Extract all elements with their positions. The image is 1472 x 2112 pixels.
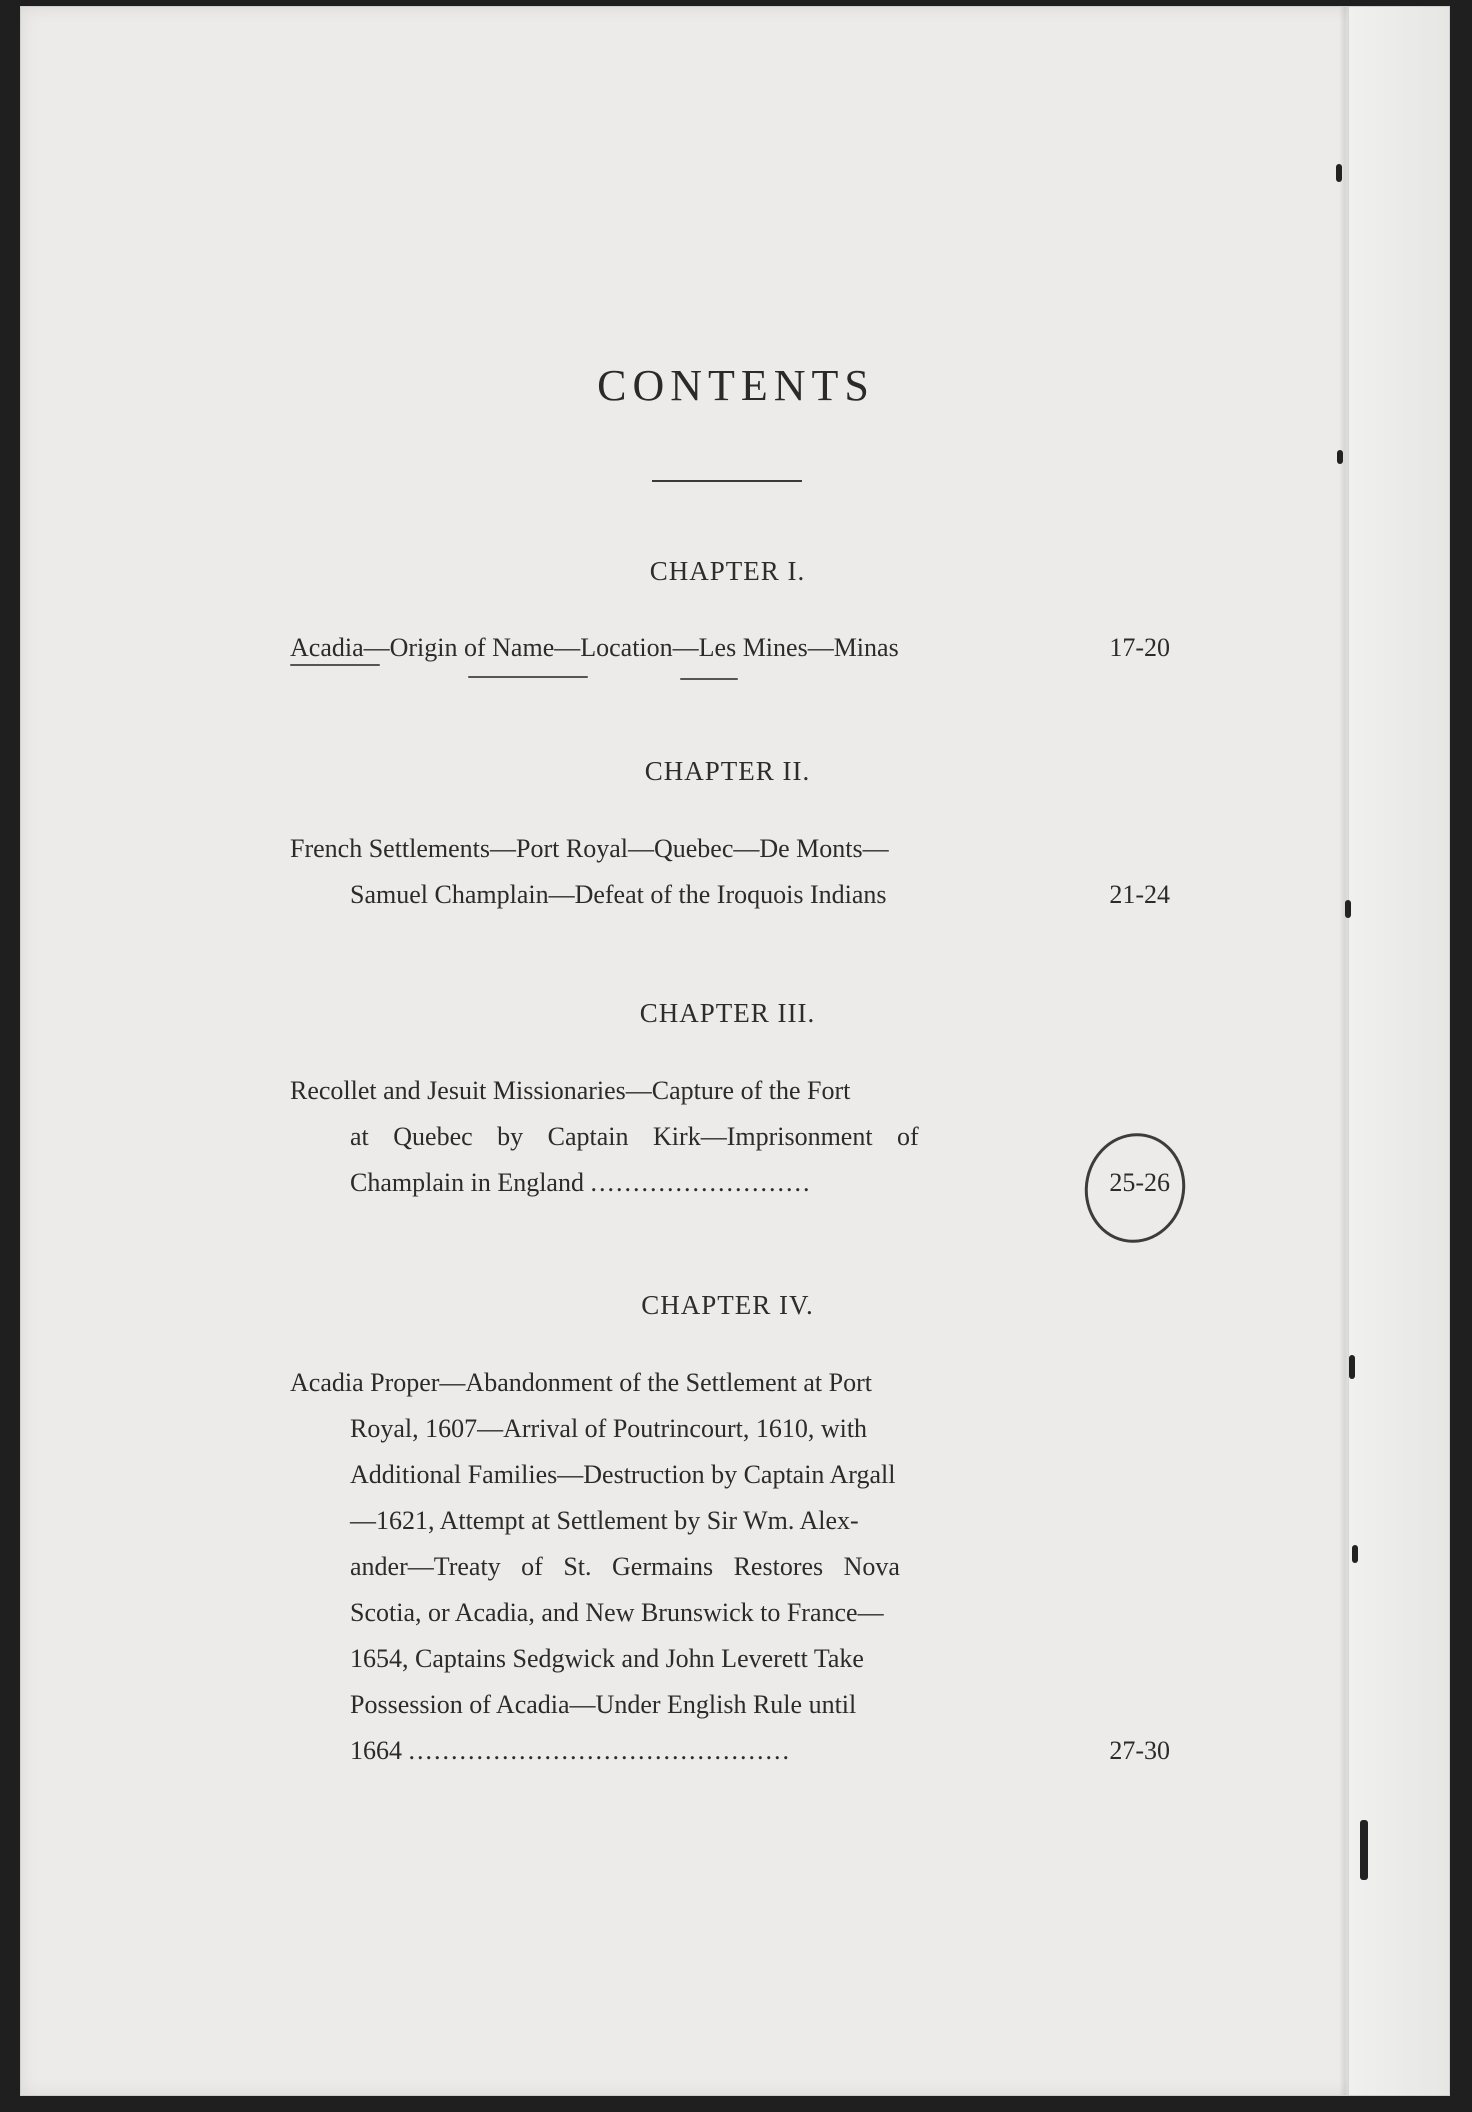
chapter-2-entry: [290, 826, 1170, 918]
chapter-1-heading: CHAPTER I.: [649, 556, 806, 586]
chapter-3-pages: 25-26: [1109, 1168, 1170, 1197]
scan-speck: [1360, 1820, 1368, 1880]
pencil-underline-mark: [468, 676, 588, 678]
scan-speck: [1336, 164, 1342, 182]
chapter-2-pages: 21-24: [1109, 880, 1170, 909]
chapter-2-heading: CHAPTER II.: [644, 756, 811, 786]
chapter-2-line-2: Samuel Champlain—Defeat of the Iroquois Indians: [350, 880, 887, 909]
chapter-4-line-5: ander—Treaty of St. Germains Restores Nova: [350, 1552, 900, 1581]
chapter-4-line-9: [290, 1728, 1170, 1774]
chapter-4-heading: CHAPTER IV.: [641, 1290, 814, 1320]
chapter-4-entry: [290, 1360, 1170, 1774]
scan-speck: [1345, 900, 1351, 918]
chapter-4-line-7: 1654, Captains Sedgwick and John Leverett Take: [350, 1644, 864, 1673]
book-page: [20, 6, 1450, 2096]
chapter-3-line-2: at Quebec by Captain Kirk—Imprisonment of: [350, 1122, 919, 1151]
adjacent-page-edge: [1348, 7, 1449, 2095]
chapter-4-pages: 27-30: [1109, 1736, 1170, 1765]
chapter-4-line-1: Acadia Proper—Abandonment of the Settlement at Port: [290, 1368, 872, 1397]
chapter-1-entry: [290, 625, 1170, 671]
chapter-3-line-3-text: Champlain in England: [350, 1168, 584, 1197]
chapter-4-line-8: Possession of Acadia—Under English Rule until: [350, 1690, 857, 1719]
page-title: CONTENTS: [597, 361, 875, 410]
chapter-4-line-4: —1621, Attempt at Settlement by Sir Wm. Alex-: [350, 1506, 859, 1535]
chapter-4-leader-dots: .............................................: [408, 1736, 791, 1765]
scan-speck: [1352, 1545, 1358, 1563]
chapter-4-line-3: Additional Families—Destruction by Captain Argall: [350, 1460, 896, 1489]
chapter-4-line-9-text: 1664: [350, 1736, 402, 1765]
chapter-1-pages: 17-20: [1109, 633, 1170, 662]
chapter-2-line-1: French Settlements—Port Royal—Quebec—De Monts—: [290, 834, 889, 863]
title-divider: [652, 480, 802, 482]
chapter-3-line-3: [290, 1160, 1170, 1206]
scan-speck: [1337, 450, 1343, 464]
pencil-underline-mark: [680, 678, 738, 680]
scan-speck: [1349, 1355, 1355, 1379]
chapter-3-entry: [290, 1068, 1170, 1206]
chapter-3-heading: CHAPTER III.: [639, 998, 816, 1028]
chapter-3-line-1: Recollet and Jesuit Missionaries—Capture of the Fort: [290, 1076, 851, 1105]
pencil-underline-mark: [290, 664, 380, 666]
chapter-3-leader-dots: ..........................: [590, 1168, 812, 1197]
chapter-4-line-6: Scotia, or Acadia, and New Brunswick to France—: [350, 1598, 884, 1627]
chapter-4-line-2: Royal, 1607—Arrival of Poutrincourt, 1610, with: [350, 1414, 868, 1443]
chapter-1-line-1: Acadia—Origin of Name—Location—Les Mines—Minas: [290, 633, 899, 662]
